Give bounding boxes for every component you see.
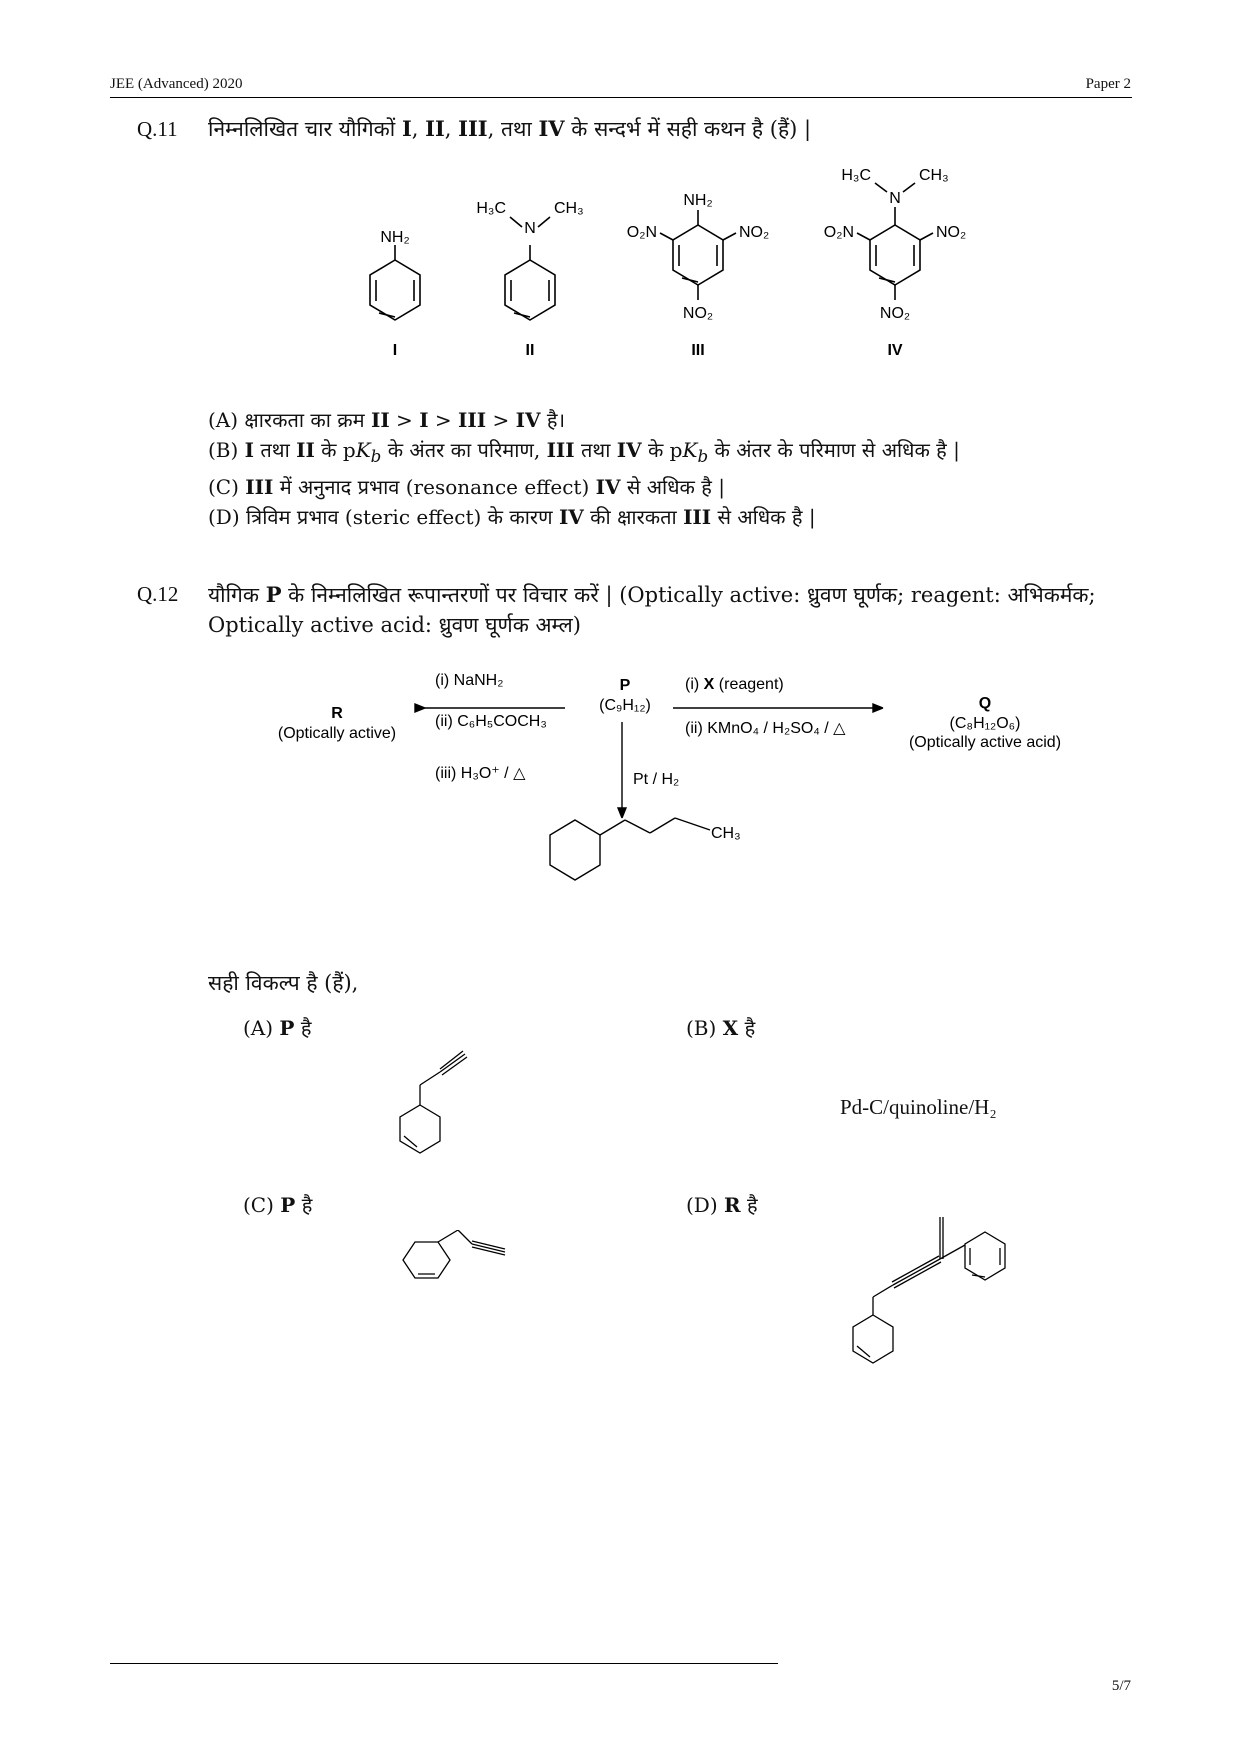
svg-text:(iii) H₃O⁺ / △: (iii) H₃O⁺ / △ (435, 765, 526, 782)
label-ii: II (525, 342, 535, 359)
svg-text:NO₂: NO₂ (879, 305, 911, 322)
label-i: I (392, 342, 398, 359)
svg-text:N: N (889, 190, 901, 207)
svg-text:CH₃: CH₃ (554, 200, 584, 217)
q12-option-c[interactable]: (C) P है (243, 1193, 313, 1217)
svg-text:NO₂: NO₂ (936, 224, 967, 241)
header-exam-title: JEE (Advanced) 2020 (110, 76, 243, 92)
svg-text:NO₂: NO₂ (682, 305, 714, 322)
svg-text:O₂N: O₂N (823, 224, 854, 241)
q12-option-c-structure (390, 1230, 530, 1310)
q12-scheme (255, 665, 1095, 895)
q12-option-a-structure (380, 1040, 520, 1180)
svg-text:Q: Q (978, 695, 992, 712)
svg-text:(C₉H₁₂): (C₉H₁₂) (599, 697, 651, 714)
q12-option-b[interactable]: (B) X है (686, 1016, 756, 1040)
svg-text:(Optically active): (Optically active) (277, 725, 397, 742)
svg-text:(i) X (reagent): (i) X (reagent) (685, 676, 784, 693)
svg-text:(Optically active acid): (Optically active acid) (908, 734, 1062, 751)
svg-text:N: N (524, 220, 536, 237)
q11-structures (330, 165, 990, 365)
q12-option-d[interactable]: (D) R है (686, 1193, 758, 1217)
structure-i-aniline (370, 245, 420, 320)
q11-number: Q.11 (137, 117, 178, 141)
svg-text:CH₃: CH₃ (919, 167, 949, 184)
q11-option-a[interactable]: (A) क्षारकता का क्रम II > I > III > IV है। (208, 408, 566, 432)
svg-text:NH₂: NH₂ (380, 229, 410, 246)
q11-option-c[interactable]: (C) III में अनुनाद प्रभाव (resonance effect) IV से अधिक है | (208, 475, 725, 499)
q12-option-a[interactable]: (A) P है (243, 1016, 312, 1040)
svg-text:(i) NaNH₂: (i) NaNH₂ (435, 672, 504, 689)
label-iv: IV (887, 342, 903, 359)
svg-text:H₃C: H₃C (841, 167, 871, 184)
svg-text:NO₂: NO₂ (739, 224, 770, 241)
q12-prompt: सही विकल्प है (हैं), (208, 971, 359, 995)
svg-text:NH₂: NH₂ (683, 192, 713, 209)
svg-text:R: R (331, 705, 343, 722)
header-paper-label: Paper 2 (1085, 76, 1131, 92)
q12-stem: यौगिक P के निम्नलिखित रूपान्तरणों पर विचार करें | (Optically active: ध्रुवण घूर्णक; reagent: अभिकर्मक; Optically active acid: ध्रुवण घूर्णक अम्ल) (208, 582, 1096, 637)
q12-option-b-value: Pd-C/quinoline/H₂ (840, 1095, 997, 1119)
structure-iii-trinitroaniline (660, 210, 736, 300)
page-number: 5/7 (1111, 1678, 1131, 1694)
label-iii: III (691, 342, 705, 359)
q11-options (208, 405, 1128, 532)
svg-text:P: P (619, 677, 631, 694)
q12-option-d-structure (825, 1215, 1025, 1385)
q11-stem: निम्नलिखित चार यौगिकों I, II, III, तथा IV के सन्दर्भ में सही कथन है (हैं) | (208, 116, 812, 141)
svg-text:Pt / H₂: Pt / H₂ (633, 771, 680, 788)
svg-text:(C₈H₁₂O₆): (C₈H₁₂O₆) (949, 715, 1021, 732)
svg-text:CH₃: CH₃ (711, 825, 741, 842)
q11-option-d[interactable]: (D) त्रिविम प्रभाव (steric effect) के कारण IV की क्षारकता III से अधिक है | (208, 505, 816, 529)
q12-number: Q.12 (137, 582, 179, 606)
q11-option-b[interactable]: (B) I तथा II के $pK_b$ के अंतर का परिमाण, III तथा IV के $pK_b$ के अंतर के परिमाण से अधिक है | (208, 438, 960, 466)
svg-text:H₃C: H₃C (476, 200, 506, 217)
header-rule (110, 97, 1132, 98)
footer-rule (110, 1663, 778, 1664)
svg-text:O₂N: O₂N (626, 224, 657, 241)
svg-text:(ii) C₆H₅COCH₃: (ii) C₆H₅COCH₃ (435, 713, 547, 730)
svg-text:(ii) KMnO₄ / H₂SO₄ / △: (ii) KMnO₄ / H₂SO₄ / △ (685, 720, 846, 737)
